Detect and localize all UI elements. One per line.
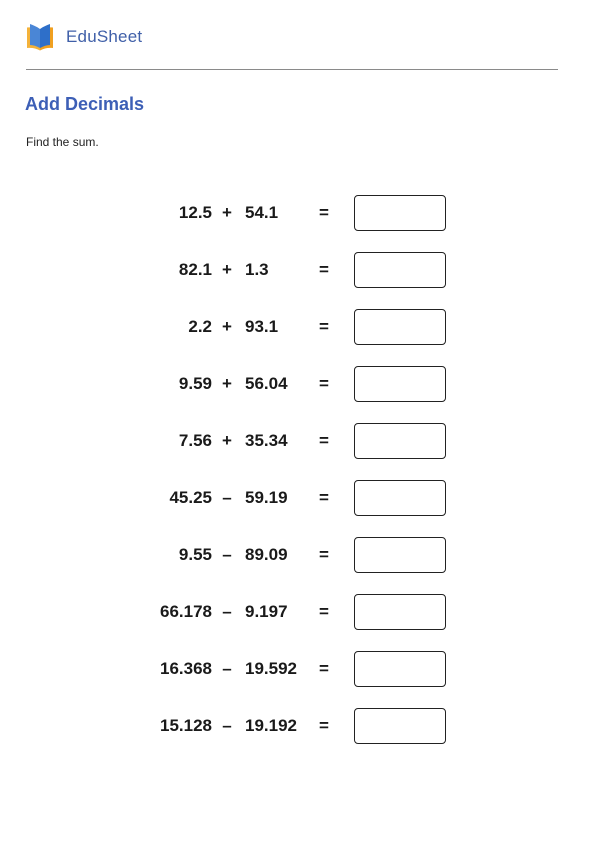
second-operand: 19.192	[245, 716, 297, 735]
second-operand: 93.1	[245, 317, 279, 336]
first-operand: 12.5	[178, 203, 212, 222]
operator: +	[222, 317, 232, 336]
worksheet-instructions: Find the sum.	[26, 135, 99, 149]
second-operand: 89.09	[245, 545, 288, 564]
equals-sign: =	[319, 545, 329, 564]
equals-sign: =	[319, 317, 329, 336]
equals-sign: =	[319, 203, 329, 222]
first-operand: 15.128	[160, 716, 212, 735]
problem-row	[0, 708, 595, 744]
problem-row	[0, 651, 595, 687]
first-operand: 45.25	[169, 488, 212, 507]
problem-row	[0, 423, 595, 459]
answer-box[interactable]	[354, 366, 446, 402]
answer-box[interactable]	[354, 309, 446, 345]
answer-box[interactable]	[354, 252, 446, 288]
problem-row	[0, 366, 595, 402]
first-operand: 9.59	[178, 374, 212, 393]
operator: +	[222, 260, 232, 279]
first-operand: 7.56	[178, 431, 212, 450]
equals-sign: =	[319, 431, 329, 450]
problem-row	[0, 594, 595, 630]
operator: –	[222, 659, 232, 678]
operator: –	[222, 488, 232, 507]
second-operand: 56.04	[245, 374, 288, 393]
operator: –	[222, 545, 232, 564]
operator: +	[222, 431, 232, 450]
second-operand: 9.197	[245, 602, 288, 621]
problem-row	[0, 195, 595, 231]
first-operand: 16.368	[160, 659, 212, 678]
problem-row	[0, 252, 595, 288]
equals-sign: =	[319, 260, 329, 279]
operator: +	[222, 203, 232, 222]
answer-box[interactable]	[354, 594, 446, 630]
answer-box[interactable]	[354, 537, 446, 573]
first-operand: 66.178	[160, 602, 212, 621]
brand-name: EduSheet	[66, 27, 143, 46]
answer-box[interactable]	[354, 423, 446, 459]
worksheet-title: Add Decimals	[25, 94, 145, 114]
second-operand: 35.34	[245, 431, 288, 450]
problem-row	[0, 537, 595, 573]
first-operand: 2.2	[188, 317, 212, 336]
answer-box[interactable]	[354, 195, 446, 231]
second-operand: 59.19	[245, 488, 288, 507]
answer-box[interactable]	[354, 708, 446, 744]
equals-sign: =	[319, 602, 329, 621]
second-operand: 54.1	[245, 203, 279, 222]
first-operand: 82.1	[178, 260, 212, 279]
problem-row	[0, 480, 595, 516]
equals-sign: =	[319, 374, 329, 393]
second-operand: 19.592	[245, 659, 297, 678]
answer-box[interactable]	[354, 651, 446, 687]
operator: –	[222, 716, 232, 735]
operator: –	[222, 602, 232, 621]
answer-box[interactable]	[354, 480, 446, 516]
problem-row	[0, 309, 595, 345]
second-operand: 1.3	[245, 260, 269, 279]
equals-sign: =	[319, 659, 329, 678]
operator: +	[222, 374, 232, 393]
equals-sign: =	[319, 488, 329, 507]
first-operand: 9.55	[178, 545, 212, 564]
equals-sign: =	[319, 716, 329, 735]
